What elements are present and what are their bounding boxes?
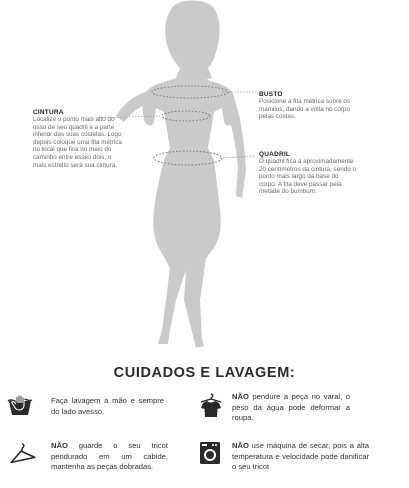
quadril-text: O quadril fica a aproximadamente 20 centímetros da cintura, sendo o ponto mais largo da base do corpo. A fita deve passar pela metade do bumbum.	[259, 158, 356, 196]
care-item-1-text: pendure a peça no varal, o peso da água pode deformar a roupa.	[232, 392, 350, 422]
care-item-3-text: use máquina de secar, pois a alta temperatura e velocidade pode danificar o seu tricot	[232, 441, 369, 471]
care-section-title: CUIDADOS E LAVAGEM:	[113, 365, 296, 381]
cintura-title: CINTURA	[33, 109, 64, 116]
care-item-hand-wash	[51, 396, 164, 417]
hand-wash-icon	[7, 393, 33, 419]
cintura-text: Localize o ponto mais alto do osso de seu quadril e a parte inferior das suas costelas. Logo depois coloque uma fita métrica no local que fica no meio do caminho entre esses dois, o mais estreito será sua cintura.	[33, 116, 122, 169]
hanger-icon	[8, 441, 36, 465]
busto-title: BUSTO	[259, 91, 283, 98]
busto-text: Posicione a fita métrica sobre os mamilos, dando a volta no corpo pelas costas.	[259, 98, 351, 121]
quadril-block	[259, 151, 357, 196]
care-item-0-text: Faça lavagem a mão e sempre do lado avesso.	[51, 396, 164, 416]
hanger-clothes-icon	[199, 393, 223, 419]
care-item-1-bold: NÃO	[232, 392, 249, 401]
quadril-title: QUADRIL	[259, 151, 291, 158]
care-item-2-bold: NÃO	[51, 441, 68, 450]
care-item-no-dryer	[232, 441, 369, 473]
care-item-no-hanger	[51, 441, 168, 473]
care-item-2-text: guarde o seu tricot pendurado em um cabide, mantenha as peças dobradas.	[51, 441, 168, 471]
busto-block	[259, 91, 357, 121]
washing-machine-icon	[199, 441, 221, 465]
care-item-3-bold: NÃO	[232, 441, 249, 450]
care-item-no-clothesline	[232, 392, 350, 424]
cintura-block	[33, 109, 123, 169]
